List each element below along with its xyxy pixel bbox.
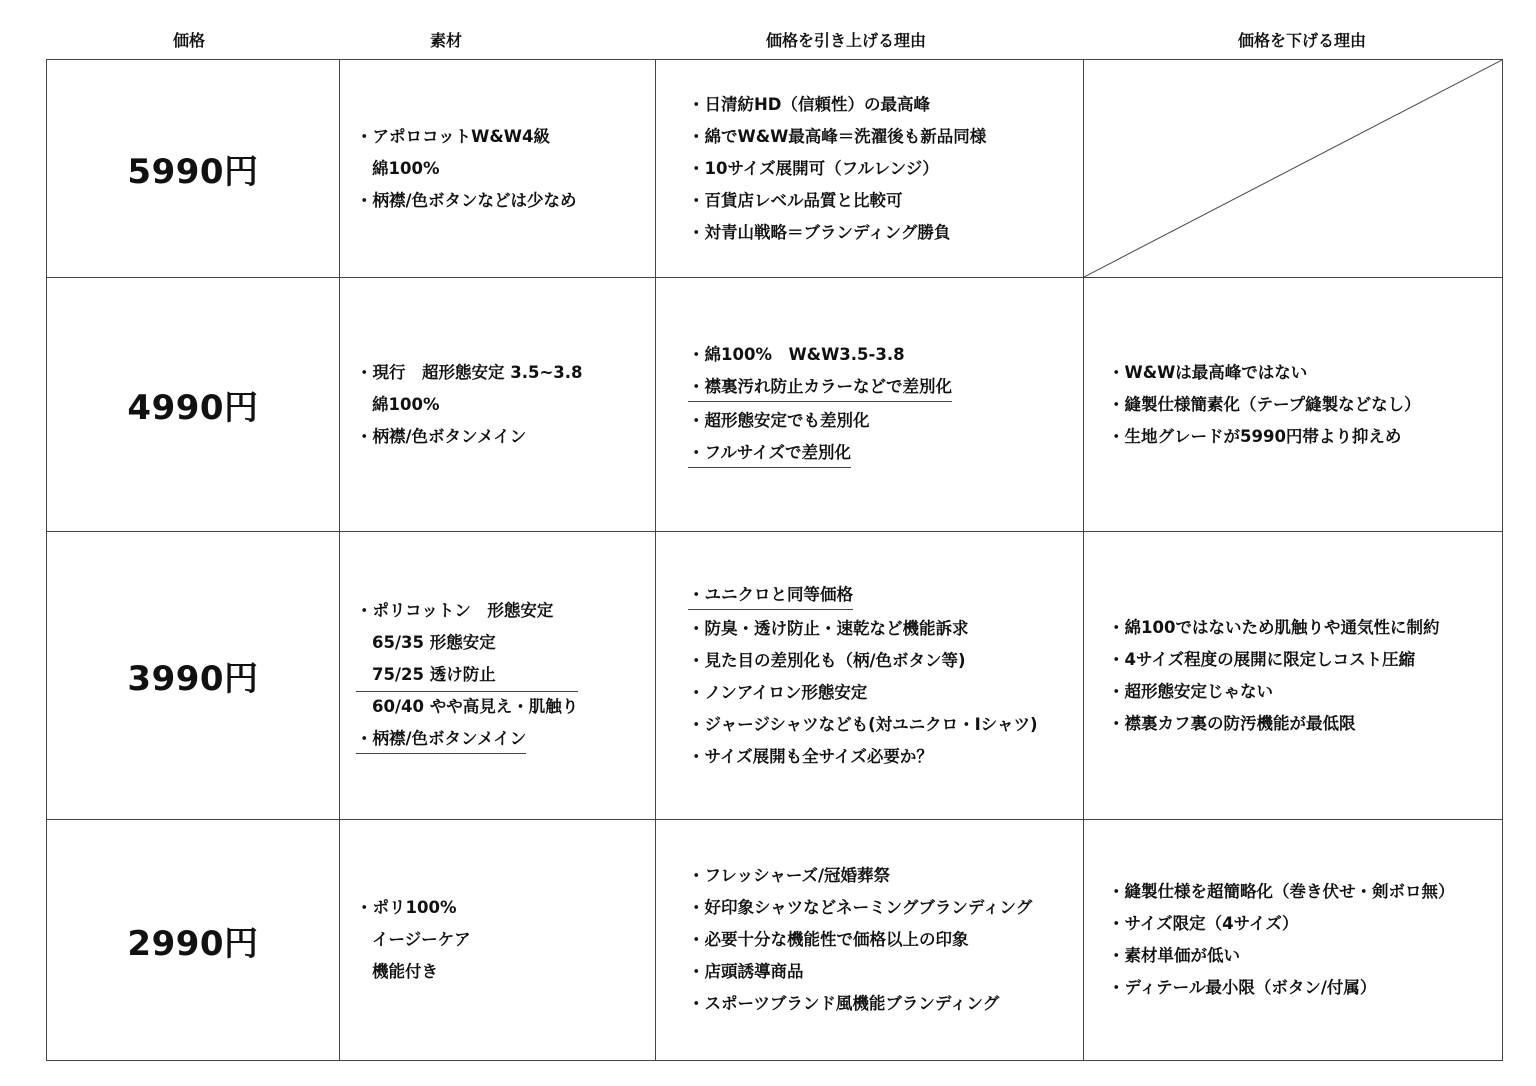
reason-item: ・綿100% W&W3.5-3.8 xyxy=(688,344,905,364)
header-price: 価格 xyxy=(172,31,206,50)
reason-item-underlined: ・ユニクロと同等価格 xyxy=(688,580,853,610)
price-down-cell xyxy=(1083,532,1502,819)
reason-item: ・4サイズ程度の展開に限定しコスト圧縮 xyxy=(1108,649,1416,669)
reason-item: ・素材単価が低い xyxy=(1108,946,1240,965)
reason-item: ・サイズ展開も全サイズ必要か？ xyxy=(688,746,933,766)
material-item: ・柄襟/色ボタンメイン xyxy=(356,426,527,446)
column-headers xyxy=(0,28,1536,54)
diagonal-slash xyxy=(1084,60,1502,277)
price-value: 4990円 xyxy=(127,388,259,428)
price-cell xyxy=(47,278,339,531)
material-item: ・現行 超形態安定 3.5~3.8 xyxy=(356,362,583,382)
reason-item: ・店頭誘導商品 xyxy=(688,962,804,981)
reason-item: ・W&Wは最高峰ではない xyxy=(1108,362,1308,382)
material-item: ・柄襟/色ボタンなどは少なめ xyxy=(356,190,577,210)
price-up-cell xyxy=(655,60,1083,277)
reason-item: ・超形態安定でも差別化 xyxy=(688,410,870,430)
table-row-4990 xyxy=(47,278,1502,532)
price-up-cell xyxy=(655,532,1083,819)
material-item: イージーケア xyxy=(372,930,471,949)
table-row-2990 xyxy=(47,820,1502,1060)
reason-item-underlined: ・襟裏汚れ防止カラーなどで差別化 xyxy=(688,372,952,402)
reason-item: ・ノンアイロン形態安定 xyxy=(688,682,868,702)
header-price-down-reasons: 価格を下げる理由 xyxy=(1237,31,1367,50)
material-item: 60/40 やや高見え・肌触り xyxy=(356,691,578,722)
reason-item: ・フレッシャーズ/冠婚葬祭 xyxy=(688,866,891,885)
material-item: ・ポリコットン 形態安定 xyxy=(356,600,554,620)
price-value: 2990円 xyxy=(127,923,259,964)
reason-item: ・必要十分な機能性で価格以上の印象 xyxy=(688,930,969,949)
price-down-cell xyxy=(1083,278,1502,531)
table-row-5990 xyxy=(47,60,1502,278)
header-price-up-reasons: 価格を引き上げる理由 xyxy=(765,31,927,50)
material-cell xyxy=(339,60,655,277)
header-material: 素材 xyxy=(429,31,463,50)
price-value: 5990円 xyxy=(127,152,259,192)
material-item: 75/25 透け防止 xyxy=(372,664,496,684)
reason-item: ・ジャージシャツなども(対ユニクロ・Iシャツ) xyxy=(688,714,1038,734)
reason-item: ・ディテール最小限（ボタン/付属） xyxy=(1108,978,1377,997)
material-item: 綿100% xyxy=(372,158,440,178)
material-item-underlined: ・柄襟/色ボタンメイン xyxy=(356,724,526,754)
reason-item: ・対青山戦略＝ブランディング勝負 xyxy=(688,222,951,242)
reason-item: ・好印象シャツなどネーミングブランディング xyxy=(688,898,1033,917)
reason-item: ・生地グレードが5990円帯より抑えめ xyxy=(1108,426,1402,446)
material-item: 機能付き xyxy=(372,962,438,981)
price-cell xyxy=(47,60,339,277)
reason-item: ・見た目の差別化も（柄/色ボタン等) xyxy=(688,650,966,670)
price-up-cell xyxy=(655,820,1083,1060)
reason-item: ・日清紡HD（信頼性）の最高峰 xyxy=(688,94,931,114)
reason-item: ・綿100ではないため肌触りや通気性に制約 xyxy=(1108,617,1440,637)
price-up-cell xyxy=(655,278,1083,531)
price-cell xyxy=(47,532,339,819)
price-value: 3990円 xyxy=(127,659,259,699)
reason-item: ・防臭・透け防止・速乾など機能訴求 xyxy=(688,618,969,638)
material-cell xyxy=(339,532,655,819)
price-down-cell xyxy=(1083,820,1502,1060)
pricing-table xyxy=(46,59,1503,1061)
price-down-cell-empty xyxy=(1083,60,1502,277)
reason-item: ・縫製仕様簡素化（テープ縫製などなし） xyxy=(1108,394,1421,414)
reason-item: ・綿でW&W最高峰＝洗濯後も新品同様 xyxy=(688,126,987,146)
reason-item: ・縫製仕様を超簡略化（巻き伏せ・剣ボロ無） xyxy=(1108,882,1455,901)
reason-item: ・スポーツブランド風機能ブランディング xyxy=(688,994,1000,1013)
reason-item: ・襟裏カフ裏の防汚機能が最低限 xyxy=(1108,713,1356,733)
reason-item: ・超形態安定じゃない xyxy=(1108,681,1273,701)
reason-item: ・10サイズ展開可（フルレンジ） xyxy=(688,158,939,178)
price-cell xyxy=(47,820,339,1060)
material-item: 綿100% xyxy=(372,394,440,414)
reason-item-underlined: ・フルサイズで差別化 xyxy=(688,438,851,468)
table-row-3990 xyxy=(47,532,1502,820)
reason-item: ・サイズ限定（4サイズ） xyxy=(1108,914,1299,933)
material-item: ・ポリ100% xyxy=(356,898,457,917)
material-cell xyxy=(339,820,655,1060)
material-cell xyxy=(339,278,655,531)
material-item: 65/35 形態安定 xyxy=(372,632,496,652)
reason-item: ・百貨店レベル品質と比較可 xyxy=(688,190,903,210)
material-item: ・アポロコットW&W4級 xyxy=(356,126,550,146)
